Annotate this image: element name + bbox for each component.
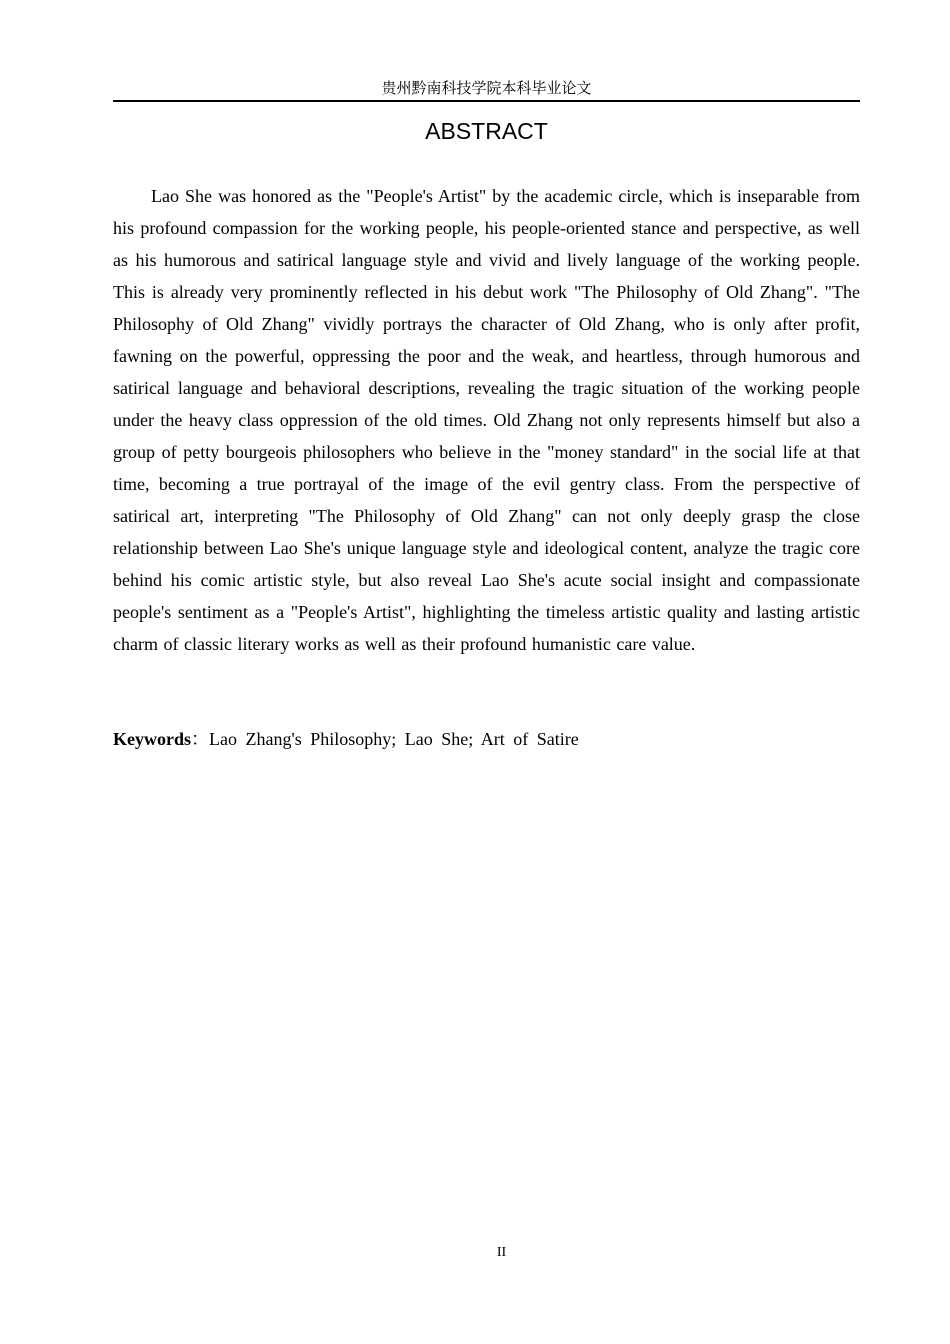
page-header: 贵州黔南科技学院本科毕业论文 (381, 79, 592, 97)
abstract-body: Lao She was honored as the "People's Artist" by the academic circle, which is inseparable from his profound compassion for the working people, his people-oriented stance and perspective, as well as his humorous and satirical language style and vivid and lively language of the working people. This is already very prominently reflected in his debut work "The Philosophy of Old Zhang". "The Philosophy of Old Zhang" vividly portrays the character of Old Zhang, who is only after profit, fawning on the powerful, oppressing the poor and the weak, and heartless, through humorous and satirical language and behavioral descriptions, revealing the tragic situation of the working people under the heavy class oppression of the old times. Old Zhang not only represents himself but also a group of petty bourgeois philosophers who believe in the "money standard" in the social life at that time, becoming a true portrayal of the image of the evil gentry class. From the perspective of satirical art, interpreting "The Philosophy of Old Zhang" can not only deeply grasp the close relationship between Lao She's unique language style and ideological content, analyze the tragic core behind his comic artistic style, but also reveal Lao She's acute social insight and compassionate people's sentiment as a "People's Artist", highlighting the timeless artistic quality and lasting artistic charm of classic literary works as well as their profound humanistic care value. (113, 186, 860, 654)
keywords-separator: ： (191, 729, 209, 749)
header-rule (113, 100, 860, 102)
page-number: II (496, 1245, 507, 1260)
keywords-text: Lao Zhang's Philosophy; Lao She; Art of Satire (209, 729, 579, 749)
keywords-line (113, 723, 860, 755)
abstract-heading: ABSTRACT (425, 118, 548, 144)
keywords-label: Keywords (113, 729, 191, 749)
